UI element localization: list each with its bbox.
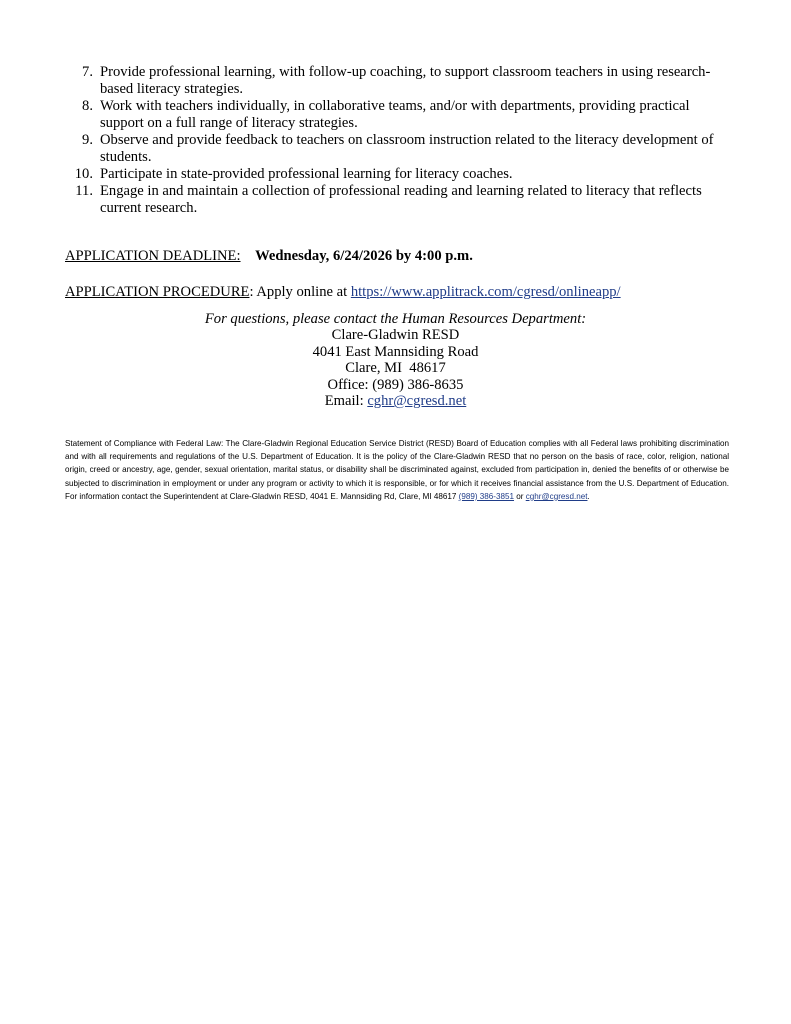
contact-block bbox=[0, 311, 791, 409]
list-item bbox=[60, 132, 720, 166]
list-item bbox=[60, 64, 720, 98]
application-deadline bbox=[65, 247, 473, 265]
duties-list bbox=[60, 64, 720, 217]
list-item-number: 8. bbox=[82, 98, 93, 114]
procedure-colon: : bbox=[249, 284, 254, 300]
procedure-text: Apply online at bbox=[253, 284, 351, 300]
contact-email-label: Email: bbox=[324, 393, 368, 410]
contact-email-line bbox=[0, 393, 791, 409]
list-item-text: Participate in state-provided professional learning for literacy coaches. bbox=[100, 166, 513, 182]
list-item-text: Work with teachers individually, in collaborative teams, and/or with departments, providing practical support on a full range of literacy strategies. bbox=[100, 98, 690, 131]
contact-city: Clare, MI 48617 bbox=[345, 360, 446, 377]
list-item bbox=[60, 98, 720, 132]
list-item-number: 10. bbox=[74, 166, 93, 182]
application-url-link[interactable]: https://www.applitrack.com/cgresd/onlineapp/ bbox=[350, 284, 621, 300]
compliance-text: Statement of Compliance with Federal Law: The Clare-Gladwin Regional Education Service District (RESD) Board of Education complies with all Federal laws prohibiting discrimination and with all requirements and regulations of the U.S. Department of Education. It is the policy of the Clare-Gladwin RESD that no person on the basis of race, color, religion, national origin, creed or ancestry, age, gender, sexual orientation, marital status, or disability shall be discriminated against, excluded from participation in, denied the benefits of or otherwise be subjected to discrimination in employment or under any program or activity to which it is responsible, or for which it receives financial assistance from the U.S. Department of Education. For information contact the Superintendent at Clare-Gladwin RESD, 4041 E. Mannsiding Rd, Clare, MI 48617 bbox=[65, 439, 729, 501]
deadline-label: APPLICATION DEADLINE: bbox=[65, 248, 241, 264]
list-item-number: 9. bbox=[82, 132, 93, 148]
list-item-text: Provide professional learning, with follow-up coaching, to support classroom teachers in using research-based literacy strategies. bbox=[100, 64, 711, 97]
list-item-text: Observe and provide feedback to teachers on classroom instruction related to the literacy development of students. bbox=[100, 132, 714, 165]
contact-org: Clare-Gladwin RESD bbox=[331, 327, 460, 344]
application-procedure bbox=[65, 283, 621, 301]
compliance-email-link[interactable]: cghr@cgresd.net bbox=[525, 491, 588, 501]
list-item-number: 11. bbox=[75, 183, 93, 199]
contact-intro: For questions, please contact the Human Resources Department: bbox=[204, 311, 587, 327]
list-item-text: Engage in and maintain a collection of professional reading and learning related to literacy that reflects current research. bbox=[100, 183, 702, 216]
deadline-value: Wednesday, 6/24/2026 by 4:00 p.m. bbox=[255, 248, 473, 264]
compliance-statement bbox=[65, 437, 729, 503]
list-item bbox=[60, 183, 720, 217]
contact-email-link[interactable]: cghr@cgresd.net bbox=[367, 393, 467, 410]
contact-street: 4041 East Mannsiding Road bbox=[312, 343, 479, 360]
compliance-end: . bbox=[587, 491, 590, 501]
compliance-phone-link[interactable]: (989) 386-3851 bbox=[458, 491, 515, 501]
procedure-label: APPLICATION PROCEDURE bbox=[65, 284, 250, 300]
contact-office: Office: (989) 386-8635 bbox=[327, 376, 464, 393]
list-item bbox=[60, 166, 720, 183]
compliance-or: or bbox=[514, 491, 526, 501]
list-item-number: 7. bbox=[82, 64, 93, 80]
